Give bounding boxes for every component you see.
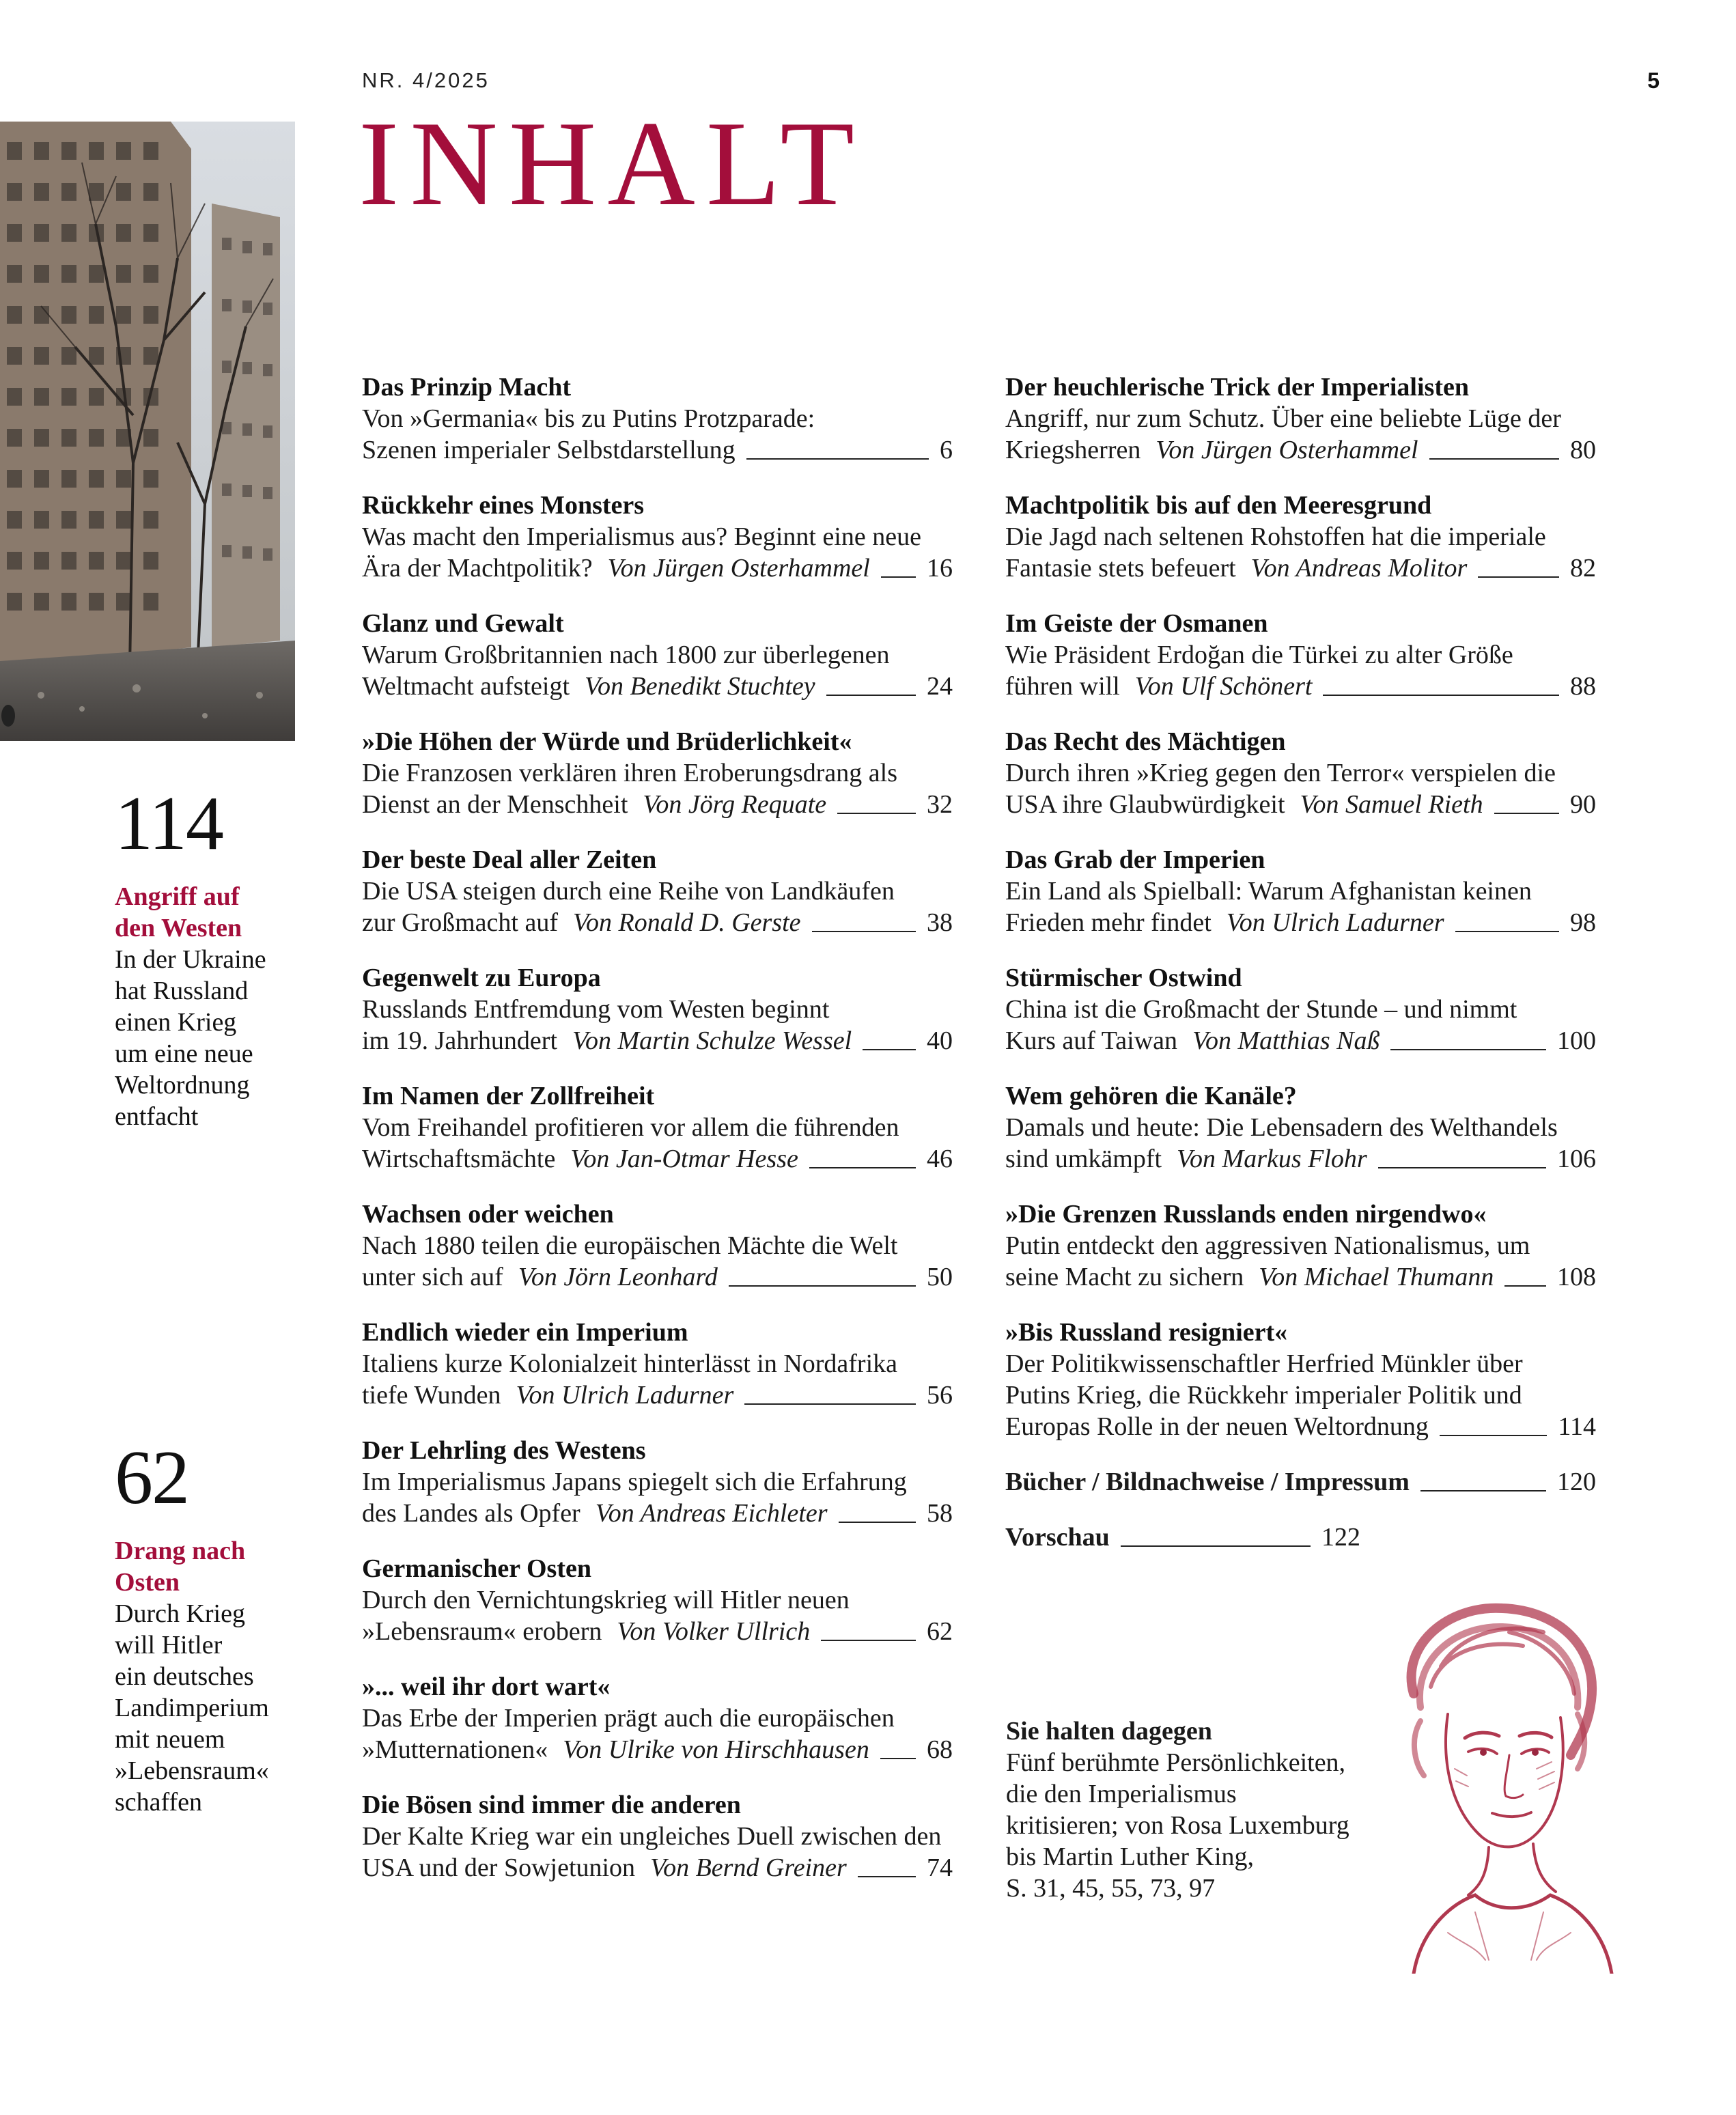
toc-entry-title: Im Geiste der Osmanen (1005, 609, 1268, 638)
toc-entry-title: Im Namen der Zollfreiheit (362, 1082, 655, 1110)
toc-entry-title: Bücher / Bildnachweise / Impressum (1005, 1468, 1410, 1496)
toc-entry[interactable] (362, 1789, 953, 1883)
toc-entry-description: Dienst an der Menschheit (362, 790, 628, 819)
toc-entry-description: Die Jagd nach seltenen Rohstoffen hat die imperiale (1005, 522, 1546, 551)
toc-entry-title: Glanz und Gewalt (362, 609, 564, 638)
toc-entry-page: 68 (927, 1735, 953, 1764)
leader-line (809, 1167, 916, 1168)
toc-entry-page: 108 (1557, 1263, 1596, 1291)
leader-line (880, 1758, 916, 1759)
feature-114[interactable] (115, 781, 306, 1132)
toc-entry-page: 6 (940, 436, 953, 464)
feature-page-number: 62 (115, 1435, 188, 1520)
leader-line (1323, 695, 1559, 696)
toc-entry-title: Endlich wieder ein Imperium (362, 1318, 688, 1347)
leader-line (1121, 1545, 1311, 1547)
toc-entry-description: Was macht den Imperialismus aus? Beginnt eine neue (362, 522, 921, 551)
toc-entry-page: 122 (1321, 1523, 1360, 1552)
toc-entry-description: Angriff, nur zum Schutz. Über eine beliebte Lüge der (1005, 404, 1561, 433)
toc-entry-page: 74 (927, 1853, 953, 1882)
toc-entry-author: Von Bernd Greiner (650, 1853, 847, 1882)
toc-entry-description: Durch den Vernichtungskrieg will Hitler neuen (362, 1586, 850, 1614)
toc-entry-description: Putins Krieg, die Rückkehr imperialer Politik und (1005, 1381, 1522, 1410)
toc-entry-author: Von Andreas Molitor (1250, 554, 1468, 583)
toc-entry-title: Der heuchlerische Trick der Imperialisten (1005, 373, 1469, 402)
toc-entry-title: Machtpolitik bis auf den Meeresgrund (1005, 491, 1432, 520)
leader-line (812, 931, 916, 932)
toc-entry-description: Weltmacht aufsteigt (362, 672, 570, 701)
toc-entry-author: Von Volker Ullrich (617, 1617, 811, 1646)
leader-line (837, 813, 916, 814)
toc-entry[interactable] (362, 1671, 953, 1765)
toc-entry-title: Der Lehrling des Westens (362, 1436, 646, 1465)
toc-entry-author: Von Jörn Leonhard (518, 1263, 718, 1291)
toc-entry-description: Durch ihren »Krieg gegen den Terror« verspielen die (1005, 759, 1556, 787)
toc-entry-description: »Lebensraum« erobern (362, 1617, 602, 1646)
toc-entry-title: Das Prinzip Macht (362, 373, 572, 402)
toc-entry-description: China ist die Großmacht der Stunde – und nimmt (1005, 995, 1517, 1024)
toc-entry[interactable] (1005, 1080, 1596, 1175)
feature-description: In der Ukraine hat Russland einen Krieg um eine neue Weltordnung entfacht (115, 945, 266, 1131)
toc-entry[interactable] (1005, 726, 1596, 820)
toc-entry-description: Putin entdeckt den aggressiven Nationalismus, um (1005, 1231, 1530, 1260)
toc-entry-description: Damals und heute: Die Lebensadern des Welthandels (1005, 1113, 1558, 1142)
leader-line (1429, 458, 1559, 460)
toc-entry-title: Das Grab der Imperien (1005, 845, 1265, 874)
toc-entry-description: Fantasie stets befeuert (1005, 554, 1236, 583)
toc-entry[interactable] (1005, 1522, 1360, 1553)
toc-column-left (362, 372, 953, 1907)
portrait-note-line: bis Martin Luther King, (1006, 1843, 1255, 1871)
toc-entry-description: Italiens kurze Kolonialzeit hinterlässt in Nordafrika (362, 1349, 898, 1378)
toc-entry-title: Vorschau (1005, 1523, 1110, 1552)
toc-entry-title: Germanischer Osten (362, 1554, 591, 1583)
toc-entry[interactable] (362, 1435, 953, 1529)
toc-entry-description: Der Kalte Krieg war ein ungleiches Duell zwischen den (362, 1822, 942, 1851)
toc-entry[interactable] (1005, 372, 1596, 466)
toc-entry-description: Der Politikwissenschaftler Herfried Münkler über (1005, 1349, 1523, 1378)
toc-entry-author: Von Martin Schulze Wessel (572, 1026, 852, 1055)
toc-entry-page: 98 (1570, 908, 1596, 937)
toc-entry-page: 46 (927, 1145, 953, 1173)
toc-entry-page: 120 (1557, 1468, 1596, 1496)
toc-entry-description: Wirtschaftsmächte (362, 1145, 556, 1173)
toc-entry-author: Von Ulf Schönert (1134, 672, 1313, 701)
toc-entry[interactable] (362, 608, 953, 702)
leader-line (746, 458, 929, 460)
toc-entry-page: 40 (927, 1026, 953, 1055)
leader-line (1390, 1049, 1546, 1050)
feature-headline: Angriff auf den Westen (115, 882, 242, 942)
toc-entry[interactable] (1005, 490, 1596, 584)
toc-entry-page: 62 (927, 1617, 953, 1646)
toc-entry-page: 16 (927, 554, 953, 583)
toc-entry[interactable] (1005, 844, 1596, 938)
toc-entry-description: Kriegsherren (1005, 436, 1141, 464)
toc-entry-description: Die Franzosen verklären ihren Eroberungsdrang als (362, 759, 897, 787)
leader-line (729, 1285, 916, 1287)
toc-entry-page: 32 (927, 790, 953, 819)
feature-page-number: 114 (115, 781, 223, 866)
toc-entry-description: Warum Großbritannien nach 1800 zur überlegenen (362, 641, 890, 669)
toc-entry-title: Rückkehr eines Monsters (362, 491, 645, 520)
toc-entry-description: zur Großmacht auf (362, 908, 558, 937)
toc-entry-description: Russlands Entfremdung vom Westen beginnt (362, 995, 830, 1024)
toc-entry[interactable] (1005, 1466, 1596, 1498)
toc-entry-author: Von Samuel Rieth (1300, 790, 1483, 819)
ukraine-street-photo (0, 122, 295, 741)
page-number: 5 (1647, 68, 1660, 93)
toc-entry-title: Wachsen oder weichen (362, 1200, 614, 1229)
toc-entry-author: Von Ulrich Ladurner (1226, 908, 1444, 937)
leader-line (1478, 576, 1559, 578)
toc-entry-page: 80 (1570, 436, 1596, 464)
toc-entry[interactable] (362, 1553, 953, 1647)
toc-entry-description: Das Erbe der Imperien prägt auch die europäischen (362, 1704, 895, 1733)
toc-entry-title: »Bis Russland resigniert« (1005, 1318, 1288, 1347)
toc-entry-description: des Landes als Opfer (362, 1499, 580, 1528)
toc-entry-description: Ära der Machtpolitik? (362, 554, 593, 583)
leader-line (1378, 1167, 1546, 1168)
leader-line (1504, 1285, 1546, 1287)
toc-entry-page: 106 (1557, 1145, 1596, 1173)
toc-entry-description: Frieden mehr findet (1005, 908, 1212, 937)
toc-entry-description: Vom Freihandel profitieren vor allem die führenden (362, 1113, 899, 1142)
leader-line (1494, 813, 1559, 814)
toc-entry-title: Wem gehören die Kanäle? (1005, 1082, 1297, 1110)
toc-entry-page: 58 (927, 1499, 953, 1528)
toc-entry[interactable] (1005, 608, 1596, 702)
toc-entry-description: seine Macht zu sichern (1005, 1263, 1244, 1291)
toc-entry[interactable] (1005, 962, 1596, 1056)
issue-number: NR. 4/2025 (362, 68, 490, 92)
leader-line (1420, 1490, 1546, 1491)
toc-entry-description: USA ihre Glaubwürdigkeit (1005, 790, 1285, 819)
leader-line (744, 1403, 916, 1405)
toc-entry-title: Das Recht des Mächtigen (1005, 727, 1286, 756)
toc-entry-description: »Mutternationen« (362, 1735, 548, 1764)
toc-entry-page: 56 (927, 1381, 953, 1410)
toc-entry-description: führen will (1005, 672, 1120, 701)
toc-entry-page: 88 (1570, 672, 1596, 701)
leader-line (881, 576, 916, 578)
toc-entry[interactable] (1005, 1199, 1596, 1293)
toc-entry[interactable] (362, 844, 953, 938)
toc-entry-title: »Die Grenzen Russlands enden nirgendwo« (1005, 1200, 1487, 1229)
toc-entry-description: im 19. Jahrhundert (362, 1026, 558, 1055)
portrait-note-title: Sie halten dagegen (1006, 1717, 1212, 1746)
toc-entry-author: Von Ronald D. Gerste (573, 908, 801, 937)
leader-line (863, 1049, 916, 1050)
toc-entry-title: Die Bösen sind immer die anderen (362, 1791, 741, 1819)
toc-entry[interactable] (362, 490, 953, 584)
toc-entry-description: sind umkämpft (1005, 1145, 1162, 1173)
toc-entry-description: Szenen imperialer Selbstdarstellung (362, 436, 736, 464)
toc-entry-description: Kurs auf Taiwan (1005, 1026, 1178, 1055)
toc-entry-page: 90 (1570, 790, 1596, 819)
toc-entry-description: Im Imperialismus Japans spiegelt sich die Erfahrung (362, 1468, 907, 1496)
feature-62[interactable] (115, 1435, 306, 1818)
feature-description: Durch Krieg will Hitler ein deutsches Landimperium mit neuem »Lebensraum« schaffen (115, 1599, 269, 1817)
toc-entry-description: Nach 1880 teilen die europäischen Mächte die Welt (362, 1231, 898, 1260)
toc-entry-description: tiefe Wunden (362, 1381, 501, 1410)
toc-entry-author: Von Andreas Eichleter (595, 1499, 828, 1528)
leader-line (1455, 931, 1559, 932)
toc-entry-page: 38 (927, 908, 953, 937)
toc-entry-page: 114 (1558, 1412, 1596, 1441)
leader-line (821, 1640, 916, 1641)
feature-headline: Drang nach Osten (115, 1537, 246, 1597)
leader-line (826, 695, 916, 696)
toc-entry-author: Von Jan-Otmar Hesse (570, 1145, 798, 1173)
page-title: INHALT (359, 96, 866, 231)
portrait-note-line: die den Imperialismus (1006, 1780, 1237, 1808)
rosa-luxemburg-portrait (1373, 1591, 1632, 1974)
toc-entry[interactable] (362, 372, 953, 466)
toc-entry-title: »... weil ihr dort wart« (362, 1672, 611, 1701)
toc-entry-author: Von Markus Flohr (1177, 1145, 1367, 1173)
toc-entry-author: Von Ulrich Ladurner (516, 1381, 734, 1410)
toc-entry-title: Stürmischer Ostwind (1005, 964, 1242, 992)
toc-entry-description: Von »Germania« bis zu Putins Protzparade: (362, 404, 815, 433)
toc-entry-title: Gegenwelt zu Europa (362, 964, 601, 992)
toc-entry-author: Von Michael Thumann (1259, 1263, 1494, 1291)
toc-entry[interactable] (1005, 1317, 1596, 1442)
toc-entry-author: Von Matthias Naß (1192, 1026, 1380, 1055)
leader-line (839, 1522, 916, 1523)
toc-entry[interactable] (362, 962, 953, 1056)
toc-entry-description: Die USA steigen durch eine Reihe von Landkäufen (362, 877, 895, 906)
toc-entry-description: USA und der Sowjetunion (362, 1853, 636, 1882)
toc-entry[interactable] (362, 726, 953, 820)
toc-entry[interactable] (362, 1199, 953, 1293)
toc-entry-author: Von Jörg Requate (643, 790, 827, 819)
portrait-note-line: kritisieren; von Rosa Luxemburg (1006, 1811, 1349, 1840)
toc-entry-author: Von Jürgen Osterhammel (607, 554, 870, 583)
toc-entry-author: Von Ulrike von Hirschhausen (563, 1735, 869, 1764)
toc-entry-page: 100 (1557, 1026, 1596, 1055)
toc-entry-page: 50 (927, 1263, 953, 1291)
toc-entry-author: Von Benedikt Stuchtey (585, 672, 815, 701)
toc-entry[interactable] (362, 1317, 953, 1411)
toc-entry[interactable] (362, 1080, 953, 1175)
toc-entry-description: Ein Land als Spielball: Warum Afghanistan keinen (1005, 877, 1532, 906)
portrait-note-line: Fünf berühmte Persönlichkeiten, (1006, 1748, 1346, 1777)
toc-entry-description: Europas Rolle in der neuen Weltordnung (1005, 1412, 1429, 1441)
toc-entry-description: unter sich auf (362, 1263, 503, 1291)
toc-entry-description: Wie Präsident Erdoğan die Türkei zu alter Größe (1005, 641, 1513, 669)
toc-column-right (1005, 372, 1596, 1577)
portrait-note-line: S. 31, 45, 55, 73, 97 (1006, 1874, 1216, 1903)
portrait-note[interactable] (1006, 1715, 1388, 1904)
toc-entry-author: Von Jürgen Osterhammel (1156, 436, 1418, 464)
leader-line (1440, 1435, 1547, 1436)
leader-line (858, 1876, 916, 1877)
toc-entry-title: Der beste Deal aller Zeiten (362, 845, 657, 874)
toc-entry-page: 82 (1570, 554, 1596, 583)
toc-entry-page: 24 (927, 672, 953, 701)
toc-entry-title: »Die Höhen der Würde und Brüderlichkeit« (362, 727, 852, 756)
